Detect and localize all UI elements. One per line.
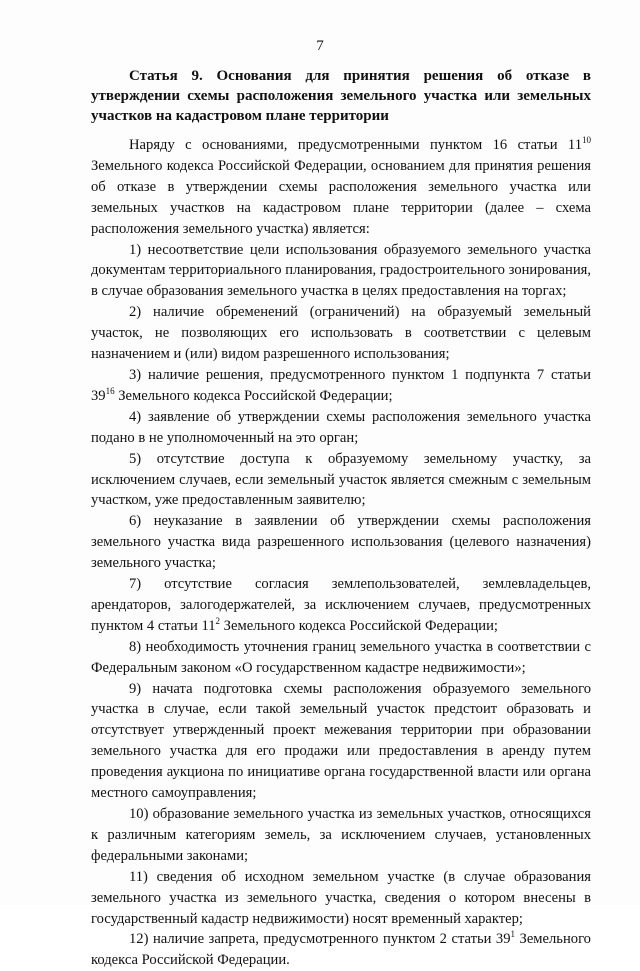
intro-paragraph: Наряду с основаниями, предусмотренными пунктом 16 статьи $11^{10}$ Земельного кодекса Российской Федерации, основанием для принятия решения об отказе в утверждении схемы расположения земельного участка или земельных участков на кадастровом плане территории (далее – схема расположения земельного участка) является: xyxy=(91,135,591,237)
list-item: 10) образование земельного участка из земельных участков, относящихся к различным категориям земель, за исключением случаев, установленных федеральными законами; xyxy=(91,806,591,864)
article-heading: Статья 9. Основания для принятия решения об отказе в утверждении схемы расположения земельного участка или земельных участков на кадастровом плане территории xyxy=(91,68,591,124)
list-item: 12) наличие запрета, предусмотренного пунктом 2 статьи $39^1$ Земельного кодекса Российской Федерации. xyxy=(91,929,591,969)
list-item: 8) необходимость уточнения границ земельного участка в соответствии с Федеральным законом «О государственном кадастре недвижимости»; xyxy=(91,638,591,676)
list-item: 3) наличие решения, предусмотренного пунктом 1 подпункта 7 статьи $39^{16}$ Земельного кодекса Российской Федерации; xyxy=(91,366,591,404)
superscript: 2 xyxy=(215,615,221,626)
list-item: 4) заявление об утверждении схемы расположения земельного участка подано в не уполномоченный на это орган; xyxy=(91,408,591,446)
page-number: 7 xyxy=(316,38,324,54)
list-item: 7) отсутствие согласия землепользователей, землевладельцев, арендаторов, залогодержателей, за исключением случаев, предусмотренных пунктом 4 статьи $11^2$ Земельного кодекса Российской Федерации; xyxy=(91,576,591,634)
list-item: 5) отсутствие доступа к образуемому земельному участку, за исключением случаев, если земельный участок является смежным с земельным участком, уже предоставленным заявителю; xyxy=(91,450,591,509)
superscript: 1 xyxy=(510,929,516,940)
superscript: 10 xyxy=(582,135,591,145)
article-body xyxy=(91,135,591,971)
list-item: 1) несоответствие цели использования образуемого земельного участка документам территориального планирования, градостроительного зонирования, в случае образования земельного участка в целях предоставления на торгах; xyxy=(91,241,591,300)
superscript: 16 xyxy=(105,385,115,396)
list-item: 6) неуказание в заявлении об утверждении схемы расположения земельного участка вида разрешенного использования (целевого назначения) земельного участка; xyxy=(91,513,591,572)
list-item: 11) сведения об исходном земельном участке (в случае образования земельного участка из земельного участка, сведения о котором внесены в государственный кадастр недвижимости) носят временный характер; xyxy=(91,868,591,927)
list-item: 9) начата подготовка схемы расположения образуемого земельного участка в случае, если такой земельный участок предстоит образовать и отсутствует утвержденный проект межевания территории при образовании земельного участка для его продажи или предоставления в аренду путем проведения аукциона по инициативе органа государственной власти или органа местного самоуправления; xyxy=(91,680,591,802)
list-item: 2) наличие обременений (ограничений) на образуемый земельный участок, не позволяющих его использовать в соответствии с целевым назначением и (или) видом разрешенного использования; xyxy=(91,304,591,363)
